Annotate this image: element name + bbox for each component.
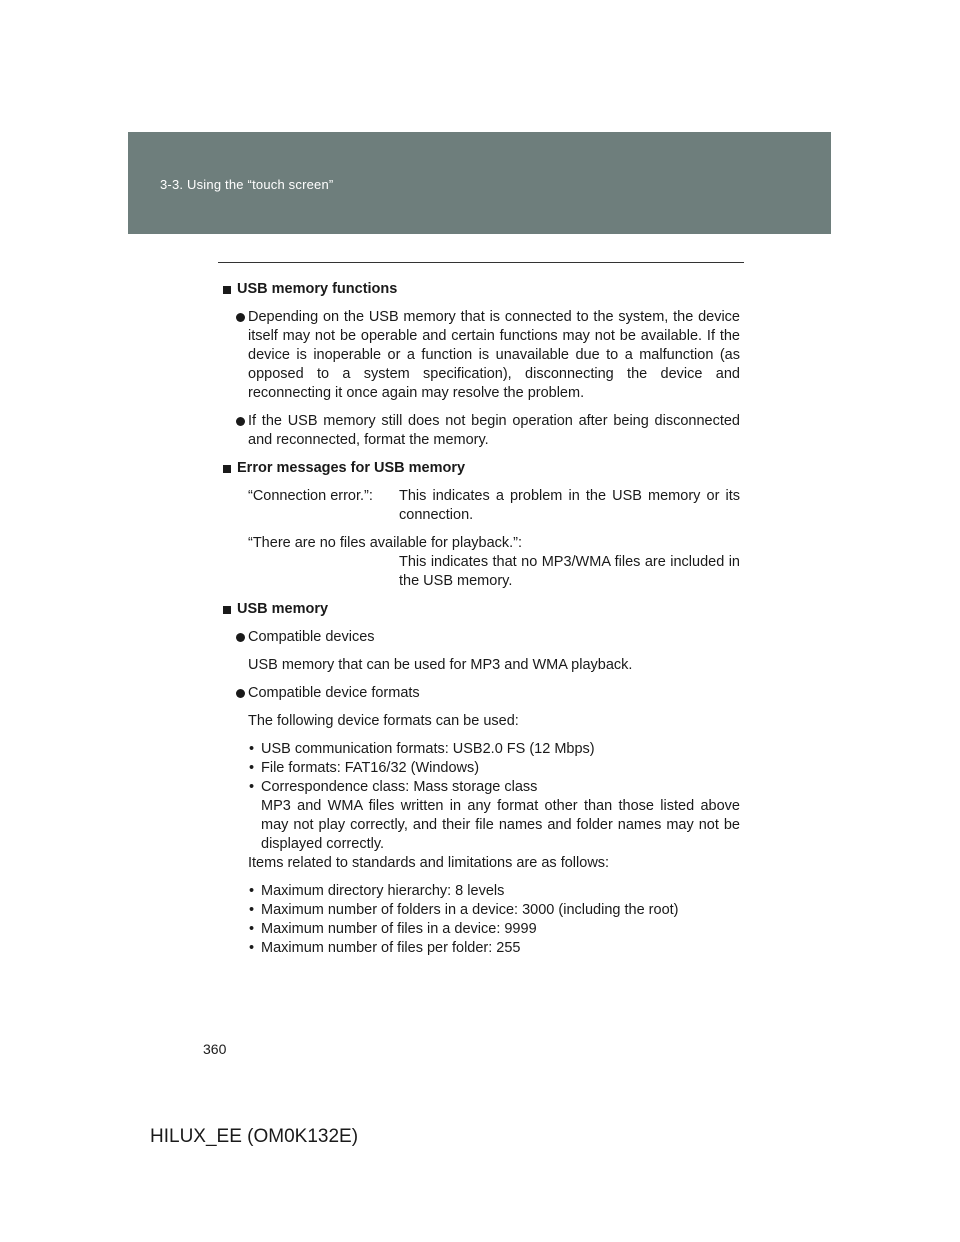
section-heading-usb-functions: USB memory functions [222, 280, 740, 299]
error-message-item [248, 534, 740, 591]
paragraph: USB memory that can be used for MP3 and WMA playback. [248, 657, 633, 673]
round-bullet-icon [236, 313, 245, 322]
section-heading-error-messages: Error messages for USB memory [222, 459, 740, 478]
round-bullet-icon [236, 633, 245, 642]
page-number: 360 [203, 1041, 227, 1057]
list-item: • Maximum number of files per folder: 255 [249, 940, 521, 956]
error-description: This indicates that no MP3/WMA files are included in the USB memory. [399, 554, 740, 589]
section-title: 3-3. Using the “touch screen” [160, 177, 334, 192]
page-content [222, 280, 740, 967]
list-item: • Maximum directory hierarchy: 8 levels [249, 883, 505, 899]
error-term: “Connection error.”: [248, 488, 373, 504]
section-heading-usb-memory: USB memory [222, 600, 740, 619]
error-description: This indicates a problem in the USB memory or its connection. [399, 488, 740, 523]
format-note: MP3 and WMA files written in any format other than those listed above may not play correctly, and their file names and folder names may not be displayed correctly. [261, 798, 740, 852]
paragraph: The following device formats can be used: [248, 713, 519, 729]
format-list [248, 740, 740, 854]
round-bullet-icon [236, 417, 245, 426]
bullet-item: Compatible devices [222, 628, 740, 647]
manual-code: HILUX_EE (OM0K132E) [150, 1126, 359, 1147]
chapter-header-band [128, 132, 831, 234]
bullet-item: If the USB memory still does not begin operation after being disconnected and reconnected, format the memory. [222, 412, 740, 450]
square-bullet-icon [223, 286, 231, 294]
list-item: • Correspondence class: Mass storage class [249, 779, 538, 795]
bullet-item: Compatible device formats [222, 684, 740, 703]
limits-list [248, 882, 740, 958]
list-item: • USB communication formats: USB2.0 FS (12 Mbps) [249, 741, 595, 757]
error-term: “There are no files available for playback.”: [248, 535, 523, 551]
list-item: • Maximum number of files in a device: 9999 [249, 921, 537, 937]
round-bullet-icon [236, 689, 245, 698]
square-bullet-icon [223, 606, 231, 614]
error-message-item [248, 487, 740, 525]
paragraph: Items related to standards and limitations are as follows: [248, 855, 610, 871]
square-bullet-icon [223, 465, 231, 473]
bullet-item: Depending on the USB memory that is connected to the system, the device itself may not be operable and certain functions may not be available. If the device is inoperable or a function is unavailable due to a malfunction (as opposed to a system specification), disconnecting the device and reconnecting it once again may resolve the problem. [222, 308, 740, 403]
list-item: • File formats: FAT16/32 (Windows) [249, 760, 480, 776]
list-item: • Maximum number of folders in a device: 3000 (including the root) [249, 902, 679, 918]
header-divider [218, 262, 744, 263]
